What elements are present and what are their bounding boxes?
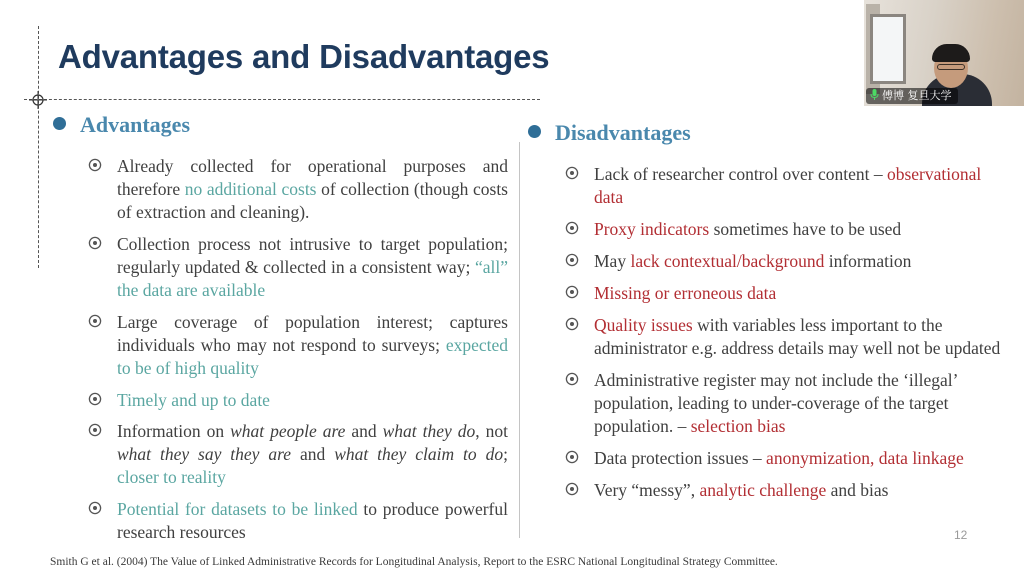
circled-dot-bullet-icon xyxy=(88,392,102,406)
disadvantage-text: Data protection issues – xyxy=(594,448,767,468)
advantage-item xyxy=(86,311,508,380)
disadvantages-heading-text: Disadvantages xyxy=(555,120,691,145)
disadvantage-highlight: analytic challenge xyxy=(699,480,827,500)
advantage-item xyxy=(86,389,508,412)
advantage-text: and xyxy=(345,421,383,441)
advantage-text: ; xyxy=(503,444,508,464)
circled-dot-bullet-icon xyxy=(565,221,579,235)
advantages-heading-text: Advantages xyxy=(80,112,191,137)
circled-dot-bullet-icon xyxy=(88,423,102,437)
advantage-highlight: Potential for datasets to be linked xyxy=(117,499,358,519)
dashed-guide-vertical xyxy=(38,26,39,268)
advantage-italic: what they do xyxy=(382,421,476,441)
advantage-highlight: Timely and up to date xyxy=(117,390,270,410)
disadvantage-highlight: selection bias xyxy=(690,416,786,436)
disadvantage-text: Administrative register may not include the ‘illegal’ population, leading to under-coverage of the target population. – xyxy=(594,370,958,436)
advantage-highlight: expected to be of high quality xyxy=(117,335,508,378)
participant-name-label xyxy=(866,88,958,104)
dashed-guide-horizontal xyxy=(24,99,540,100)
advantage-text: of collection (though costs of extraction and cleaning). xyxy=(117,179,508,222)
disadvantage-highlight: anonymization, data linkage xyxy=(766,448,964,468)
participant-hair xyxy=(932,44,970,62)
advantage-highlight: “all” the data are available xyxy=(117,257,508,300)
disadvantage-highlight: Missing or erroneous data xyxy=(594,283,777,303)
disadvantage-text: Very “messy”, xyxy=(594,480,700,500)
mic-icon xyxy=(870,89,879,100)
advantage-italic: what they claim to do xyxy=(334,444,504,464)
webcam-window xyxy=(870,14,906,84)
advantage-highlight: no additional costs xyxy=(184,179,317,199)
advantage-item xyxy=(86,420,508,489)
advantage-item xyxy=(86,233,508,302)
advantage-text: to produce powerful research resources xyxy=(117,499,508,542)
section-bullet-icon xyxy=(528,125,541,138)
disadvantage-text: and bias xyxy=(826,480,889,500)
disadvantages-heading xyxy=(528,120,691,146)
disadvantage-text: Lack of researcher control over content – xyxy=(594,164,887,184)
disadvantage-item xyxy=(563,163,1003,209)
advantage-italic: what they say they are xyxy=(117,444,292,464)
advantage-text: Already collected for operational purposes and therefore xyxy=(117,156,508,199)
circled-dot-bullet-icon xyxy=(565,482,579,496)
participant-glasses xyxy=(937,64,965,70)
disadvantage-item xyxy=(563,282,1003,305)
disadvantage-text: May xyxy=(594,251,631,271)
page-number: 12 xyxy=(954,528,968,542)
disadvantage-text: with variables less important to the administrator e.g. address details may well not be updated xyxy=(594,315,1001,358)
disadvantages-list xyxy=(563,163,1003,502)
slide-title: Advantages and Disadvantages xyxy=(58,38,550,75)
advantage-item xyxy=(86,155,508,224)
circled-dot-bullet-icon xyxy=(88,314,102,328)
advantage-text: , not xyxy=(475,421,508,441)
advantage-italic: what people are xyxy=(230,421,346,441)
disadvantage-item xyxy=(563,250,1003,273)
disadvantage-item xyxy=(563,218,1003,241)
disadvantage-highlight: Proxy indicators xyxy=(594,219,710,239)
disadvantage-highlight: observational data xyxy=(594,164,982,207)
disadvantage-item xyxy=(563,447,1003,470)
advantage-text: and xyxy=(291,444,335,464)
circled-dot-bullet-icon xyxy=(88,501,102,515)
circled-dot-bullet-icon xyxy=(88,236,102,250)
participant-name: 傅博 复旦大学 xyxy=(882,89,952,102)
advantage-text: Collection process not intrusive to target population; regularly updated & collected in a consistent way; xyxy=(117,234,508,277)
circled-dot-bullet-icon xyxy=(565,317,579,331)
advantage-item xyxy=(86,498,508,544)
webcam-video-tile[interactable] xyxy=(864,0,1024,106)
disadvantage-highlight: lack contextual/background xyxy=(630,251,825,271)
circled-dot-bullet-icon xyxy=(565,285,579,299)
circled-dot-bullet-icon xyxy=(565,372,579,386)
advantage-highlight: closer to reality xyxy=(117,467,226,487)
disadvantage-item xyxy=(563,314,1003,360)
citation-footnote: Smith G et al. (2004) The Value of Linked Administrative Records for Longitudinal Analysis, Report to the ESRC National Longitudinal Strategy Committee. xyxy=(50,556,778,568)
disadvantage-highlight: Quality issues xyxy=(594,315,693,335)
circled-dot-bullet-icon xyxy=(565,450,579,464)
disadvantage-text: sometimes have to be used xyxy=(709,219,902,239)
circled-dot-bullet-icon xyxy=(88,158,102,172)
section-bullet-icon xyxy=(53,117,66,130)
disadvantage-text: information xyxy=(824,251,912,271)
advantages-list xyxy=(86,155,508,544)
circled-dot-bullet-icon xyxy=(565,253,579,267)
move-crosshair-icon[interactable] xyxy=(29,91,47,109)
circled-dot-bullet-icon xyxy=(565,166,579,180)
disadvantage-item xyxy=(563,479,1003,502)
advantage-text: Large coverage of population interest; captures individuals who may not respond to surveys; xyxy=(117,312,508,355)
column-divider xyxy=(519,142,520,538)
advantages-heading xyxy=(53,112,190,138)
disadvantage-item xyxy=(563,369,1003,438)
advantage-text: Information on xyxy=(117,421,231,441)
